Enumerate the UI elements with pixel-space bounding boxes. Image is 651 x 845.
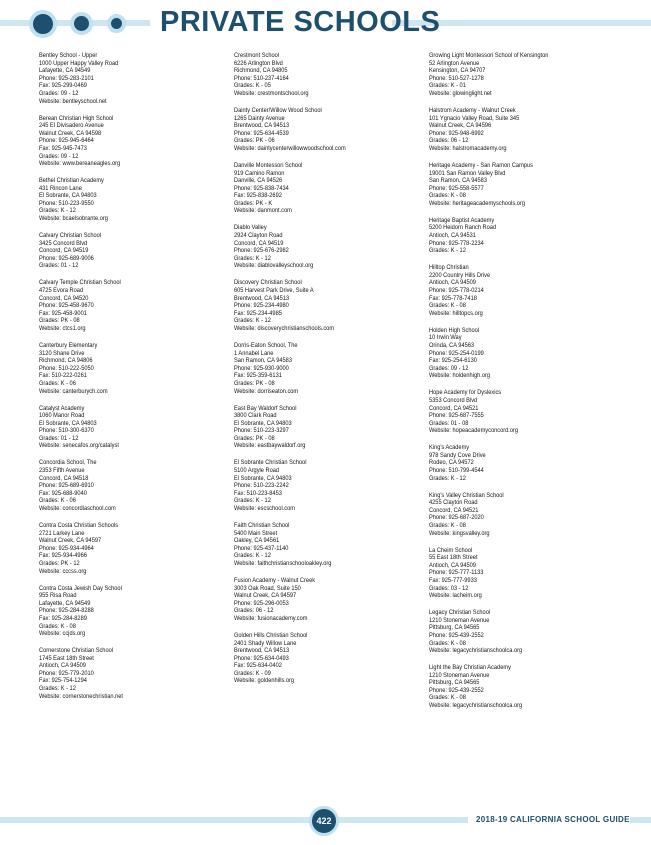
school-detail: Grades: 09 - 12	[429, 364, 469, 372]
school-detail: Website: bcaelsobrante.org	[39, 215, 108, 223]
school-detail: Grades: K - 12	[234, 317, 271, 325]
school-detail: Grades: K - 12	[234, 497, 271, 505]
school-detail: Grades: 01 - 08	[429, 419, 469, 427]
school-detail: Grades: K - 12	[234, 552, 271, 560]
school-detail: 2401 Shady Willow Lane	[234, 639, 297, 647]
school-detail: 3425 Concord Blvd	[39, 239, 88, 247]
school-detail: Phone: 925-439-2552	[429, 686, 484, 694]
school-detail: Phone: 925-458-9670	[39, 302, 94, 310]
school-name: Halstrom Academy - Walnut Creek	[429, 106, 516, 114]
school-detail: Website: dorriseaton.com	[234, 387, 299, 395]
school-detail: 1265 Dainty Avenue	[234, 114, 285, 122]
school-name: Holden High School	[429, 326, 480, 334]
school-detail: Antioch, CA 94509	[429, 279, 476, 287]
school-detail: Phone: 925-634-0493	[234, 654, 289, 662]
school-name: Growing Light Montessori School of Kensington	[429, 52, 549, 59]
school-entry	[39, 647, 239, 700]
school-detail: Phone: 510-799-4544	[429, 467, 484, 475]
school-detail: 919 Camino Ramon	[234, 169, 285, 177]
school-detail: 955 Risa Road	[39, 592, 77, 600]
school-detail: 4725 Evora Road	[39, 287, 84, 294]
school-detail: Website: fusionacademy.com	[234, 614, 308, 622]
school-detail: Grades: K - 08	[429, 694, 466, 702]
school-detail: Website: senecafos.org/catalyst	[39, 442, 119, 450]
school-detail: Fax: 925-458-9001	[39, 309, 87, 317]
school-name: Heritage Baptist Academy	[429, 216, 495, 224]
school-detail: Fax: 925-284-8289	[39, 614, 87, 622]
school-detail: 1000 Upper Happy Valley Road	[39, 59, 119, 67]
school-name: Cornerstone Christian School	[39, 647, 114, 655]
school-detail: Website: concordiaschool.com	[39, 505, 116, 513]
school-entry	[429, 217, 629, 255]
school-detail: Website: www.bereaneagles.org	[39, 160, 121, 168]
school-detail: Website: ccjds.org	[39, 630, 86, 638]
school-detail: 2924 Clayton Road	[234, 232, 283, 240]
school-detail: El Sobrante, CA 94803	[39, 192, 97, 200]
school-detail: Danville, CA 94526	[234, 177, 283, 185]
school-detail: Phone: 510-222-5050	[39, 364, 94, 372]
guide-title: 2018-19 CALIFORNIA SCHOOL GUIDE	[476, 815, 630, 824]
school-detail: Grades: PK - 06	[234, 137, 275, 145]
school-detail: San Ramon, CA 94583	[429, 177, 487, 185]
school-detail: Rodeo, CA 94572	[429, 459, 474, 467]
school-detail: Fax: 925-359-6131	[234, 372, 282, 380]
school-name: King's Valley Christian School	[429, 491, 504, 499]
school-detail: Phone: 925-676-2982	[234, 247, 289, 255]
school-detail: Brentwood, CA 94513	[234, 647, 290, 655]
school-detail: Concord, CA 94518	[39, 474, 89, 482]
school-detail: Concord, CA 94521	[429, 506, 479, 514]
school-name: Contra Costa Christian Schools	[39, 522, 119, 529]
school-detail: Grades: K - 05	[234, 82, 271, 90]
school-detail: Walnut Creek, CA 94598	[39, 129, 102, 137]
school-detail: Phone: 925-284-8288	[39, 607, 94, 615]
school-detail: Phone: 925-945-6464	[39, 137, 94, 145]
footer-rule-end	[630, 817, 651, 823]
school-detail: Pittsburg, CA 94565	[429, 679, 480, 687]
school-entry	[39, 585, 239, 638]
school-entry	[234, 224, 434, 270]
school-detail: Phone: 925-777-1133	[429, 569, 484, 577]
school-name: Discovery Christian School	[234, 279, 302, 287]
school-name: Calvary Temple Christian School	[39, 279, 121, 287]
school-detail: Website: diablovalleyschool.org	[234, 262, 314, 270]
school-detail: Phone: 925-778-2234	[429, 239, 484, 247]
school-detail: Website: cccss.org	[39, 567, 87, 575]
school-detail: Grades: PK - K	[234, 199, 273, 207]
school-name: Concordia School, The	[39, 459, 97, 467]
school-detail: Grades: K - 12	[39, 685, 76, 693]
school-detail: 1 Annabel Lane	[234, 349, 274, 357]
school-name: Fusion Academy - Walnut Creek	[234, 576, 316, 584]
school-detail: Brentwood, CA 94513	[234, 294, 290, 302]
school-detail: 1745 East 18th Street	[39, 654, 94, 662]
school-detail: Concord, CA 94520	[39, 294, 89, 302]
school-detail: Grades: 01 - 12	[39, 262, 79, 270]
school-detail: Phone: 925-838-7434	[234, 184, 289, 192]
school-detail: 245 El Divisadero Avenue	[39, 122, 104, 130]
school-detail: Website: danmont.com	[234, 207, 292, 215]
school-detail: Grades: K - 12	[429, 247, 466, 255]
school-detail: Phone: 925-254-0199	[429, 349, 484, 357]
school-detail: Orinda, CA 94563	[429, 341, 475, 349]
school-detail: 3120 Shane Drive	[39, 349, 85, 357]
school-detail: Phone: 510-300-6370	[39, 427, 94, 435]
school-name: King's Academy	[429, 444, 470, 452]
school-detail: Grades: 06 - 12	[234, 607, 274, 615]
school-name: Hope Academy for Dyslexics	[429, 389, 502, 397]
school-detail: Website: hilltopcs.org	[429, 309, 483, 317]
school-detail: Fax: 925-778-7418	[429, 294, 477, 302]
school-detail: Grades: K - 12	[429, 474, 466, 482]
school-detail: Grades: PK - 12	[39, 559, 80, 567]
school-detail: Phone: 925-234-4980	[234, 302, 289, 310]
school-entry	[39, 52, 239, 105]
school-entry	[39, 279, 239, 332]
school-detail: Phone: 925-948-6992	[429, 129, 484, 137]
school-entry	[234, 522, 434, 568]
school-detail: Phone: 510-527-1278	[429, 74, 484, 82]
school-detail: Phone: 925-689-6910	[39, 482, 94, 490]
school-entry	[234, 52, 434, 98]
school-name: La Cheim School	[429, 546, 473, 554]
school-detail: Website: faithchristianschooloakley.org	[234, 559, 332, 567]
school-detail: 3003 Oak Road, Suite 150	[234, 584, 301, 592]
school-detail: Antioch, CA 94531	[429, 232, 476, 240]
school-name: Golden Hills Christian School	[234, 631, 308, 639]
school-detail: Website: legacychristianschoolca.org	[429, 702, 523, 710]
school-detail: Phone: 925-934-4964	[39, 544, 94, 552]
school-detail: Phone: 925-558-5577	[429, 184, 484, 192]
school-detail: 5100 Argyle Road	[234, 467, 280, 475]
school-detail: 55 East 18th Street	[429, 554, 478, 562]
page-number: 422	[309, 806, 339, 836]
school-detail: 5353 Concord Blvd	[429, 396, 478, 404]
school-name: Calvary Christian School	[39, 232, 102, 240]
school-detail: Fax: 925-754-1294	[39, 677, 87, 685]
school-entry	[39, 459, 239, 512]
school-name: Dainty Center/Willow Wood School	[234, 106, 322, 114]
school-entry	[39, 177, 239, 223]
school-detail: Grades: 01 - 12	[39, 434, 79, 442]
school-entry	[429, 609, 629, 655]
school-entry	[39, 522, 239, 575]
school-detail: Phone: 925-283-2101	[39, 74, 94, 82]
school-detail: 2721 Larkey Lane	[39, 529, 85, 537]
school-detail: Grades: K - 01	[429, 82, 466, 90]
school-detail: Fax: 510-222-0261	[39, 372, 87, 380]
header-rule-left	[0, 20, 30, 26]
school-name: Canterbury Elementary	[39, 341, 98, 349]
school-detail: Fax: 925-777-9933	[429, 576, 477, 584]
school-detail: Oakley, CA 94561	[234, 537, 280, 545]
school-detail: 4255 Clayton Road	[429, 499, 478, 507]
school-entry	[429, 547, 629, 600]
school-detail: Website: discoverychristianschools.com	[234, 324, 335, 332]
school-detail: Website: goldenhills.org	[234, 677, 295, 685]
school-detail: San Ramon, CA 94583	[234, 357, 292, 365]
school-detail: 5400 Main Street	[234, 529, 278, 537]
school-entry	[234, 405, 434, 451]
school-detail: Phone: 925-296-0053	[234, 599, 289, 607]
school-detail: Website: glowinglight.net	[429, 89, 492, 97]
school-name: Bethel Christian Academy	[39, 177, 104, 185]
school-detail: Fax: 925-688-9040	[39, 489, 87, 497]
school-entry	[429, 162, 629, 208]
school-entry	[429, 389, 629, 435]
school-detail: Fax: 925-838-2692	[234, 192, 282, 200]
school-detail: Phone: 925-778-0214	[429, 287, 484, 294]
school-detail: Grades: K - 09	[234, 669, 271, 677]
school-detail: 978 Sandy Cove Drive	[429, 451, 486, 459]
school-name: Hilltop Christian	[429, 264, 469, 272]
school-detail: Fax: 925-934-4966	[39, 552, 87, 560]
school-detail: 1060 Manor Road	[39, 412, 85, 420]
school-detail: Grades: PK - 08	[39, 317, 80, 325]
school-detail: Grades: 03 - 12	[429, 584, 469, 592]
school-name: Catalyst Academy	[39, 404, 85, 412]
school-name: East Bay Waldorf School	[234, 404, 297, 412]
directory-column-3	[429, 52, 629, 719]
school-detail: 2200 Country Hills Drive	[429, 271, 491, 279]
school-detail: 1210 Stoneman Avenue	[429, 616, 490, 624]
school-detail: Grades: PK - 08	[234, 379, 275, 387]
school-name: Berean Christian High School	[39, 114, 114, 122]
school-entry	[429, 492, 629, 538]
school-detail: Website: bentleyschool.net	[39, 97, 107, 105]
school-detail: Website: halstromacademy.org	[429, 144, 507, 152]
school-detail: Grades: K - 06	[39, 497, 76, 505]
school-detail: Website: cornerstonechristian.net	[39, 692, 124, 700]
header-dot-large	[29, 10, 57, 38]
school-detail: 1210 Stoneman Avenue	[429, 671, 490, 679]
school-name: Crestmont School	[234, 52, 280, 59]
school-entry	[234, 162, 434, 215]
school-entry	[234, 577, 434, 623]
school-detail: Fax: 925-234-4985	[234, 309, 282, 317]
school-detail: Grades: K - 08	[429, 192, 466, 200]
school-detail: Website: hopeacademyconcord.org	[429, 427, 519, 435]
school-detail: 2353 Fifth Avenue	[39, 467, 85, 475]
header-dot-medium	[70, 12, 93, 35]
school-detail: Lafayette, CA 94549	[39, 67, 91, 75]
school-detail: 605 Harvest Park Drive, Suite A	[234, 287, 314, 294]
school-detail: Grades: K - 12	[234, 254, 271, 262]
school-detail: Fax: 510-223-8453	[234, 489, 282, 497]
footer-rule-right	[338, 817, 468, 823]
school-detail: 52 Arlington Avenue	[429, 59, 480, 67]
school-detail: 431 Rincon Lane	[39, 184, 82, 192]
school-detail: Grades: K - 08	[429, 302, 466, 310]
school-detail: 3800 Clark Road	[234, 412, 277, 420]
school-entry	[39, 115, 239, 168]
school-detail: El Sobrante, CA 94803	[234, 474, 292, 482]
school-detail: Grades: 09 - 12	[39, 89, 79, 97]
school-detail: Phone: 925-687-2020	[429, 514, 484, 522]
school-name: Bentley School - Upper	[39, 52, 98, 59]
school-entry	[429, 52, 629, 98]
school-entry	[234, 632, 434, 685]
school-detail: Kensington, CA 94707	[429, 67, 486, 75]
school-detail: Lafayette, CA 94549	[39, 599, 91, 607]
school-detail: Website: holdenhigh.org	[429, 372, 491, 380]
school-detail: Website: legacychristianschoolca.org	[429, 647, 523, 655]
school-detail: Fax: 925-634-0402	[234, 662, 282, 670]
school-entry	[39, 405, 239, 451]
school-entry	[429, 444, 629, 482]
school-detail: Website: eastbaywaldorf.org	[234, 442, 306, 450]
school-detail: Phone: 510-223-3297	[234, 427, 289, 435]
school-detail: Concord, CA 94519	[39, 247, 89, 255]
school-detail: Richmond, CA 94806	[39, 357, 93, 365]
school-detail: Pittsburg, CA 94565	[429, 624, 480, 632]
school-entry	[429, 327, 629, 380]
school-detail: Grades: K - 08	[429, 522, 466, 529]
school-detail: Phone: 925-687-7555	[429, 412, 484, 420]
directory-column-2	[234, 52, 434, 694]
footer-rule-left	[0, 817, 310, 823]
school-detail: Concord, CA 94521	[429, 404, 479, 412]
school-name: Danville Montessori School	[234, 161, 303, 169]
school-detail: Phone: 510-223-9550	[39, 199, 94, 207]
school-entry	[234, 107, 434, 153]
school-entry	[429, 664, 629, 710]
school-detail: 101 Ygnacio Valley Road, Suite 345	[429, 114, 520, 122]
directory-column-1	[39, 52, 239, 710]
school-detail: Fax: 925-945-7473	[39, 144, 87, 152]
school-detail: Concord, CA 94519	[234, 239, 284, 247]
school-detail: Walnut Creek, CA 94596	[429, 122, 492, 130]
school-entry	[39, 342, 239, 395]
school-entry	[234, 279, 434, 332]
school-name: Dorris-Eaton School, The	[234, 341, 298, 349]
school-detail: Website: kingsvalley.org	[429, 529, 490, 537]
school-detail: 19001 San Ramon Valley Blvd	[429, 169, 506, 177]
school-name: Heritage Academy - San Ramon Campus	[429, 161, 533, 169]
school-detail: Antioch, CA 94509	[39, 662, 86, 670]
school-detail: 10 Irwin Way	[429, 334, 462, 342]
school-entry	[429, 264, 629, 317]
school-detail: Phone: 925-634-4539	[234, 129, 289, 137]
school-name: Light the Bay Christian Academy	[429, 664, 511, 672]
school-detail: Phone: 925-689-9006	[39, 254, 94, 262]
school-detail: Fax: 925-254-6130	[429, 357, 477, 365]
school-detail: Phone: 510-237-4164	[234, 74, 289, 82]
school-detail: Richmond, CA 94805	[234, 67, 288, 75]
school-detail: El Sobrante, CA 94803	[234, 419, 292, 427]
school-detail: Website: ctcs1.org	[39, 324, 86, 332]
school-detail: Grades: K - 08	[429, 639, 466, 647]
school-name: El Sobrante Christian School	[234, 459, 307, 467]
school-detail: Website: heritageacademyschools.org	[429, 199, 525, 207]
school-entry	[234, 342, 434, 395]
school-detail: Phone: 925-779-2010	[39, 669, 94, 677]
school-detail: Website: lacheim.org	[429, 592, 482, 600]
page-title: PRIVATE SCHOOLS	[160, 6, 441, 38]
school-detail: Website: crestmontschool.org	[234, 89, 309, 97]
school-detail: Brentwood, CA 94513	[234, 122, 290, 130]
school-detail: Grades: PK - 08	[234, 434, 275, 442]
school-detail: Walnut Creek, CA 94597	[39, 537, 102, 545]
school-detail: Grades: K - 06	[39, 379, 76, 387]
school-detail: 6226 Arlington Blvd	[234, 59, 283, 67]
school-detail: Grades: 06 - 12	[429, 137, 469, 145]
school-detail: Website: escschool.com	[234, 505, 296, 513]
school-detail: 5200 Heidorn Ranch Road	[429, 224, 497, 232]
school-detail: Grades: 09 - 12	[39, 152, 79, 160]
school-entry	[429, 107, 629, 153]
header-dot-small	[107, 14, 126, 33]
school-detail: Website: canterburych.com	[39, 387, 108, 395]
school-name: Diablo Valley	[234, 224, 267, 232]
school-detail: Phone: 925-439-2552	[429, 631, 484, 639]
school-detail: El Sobrante, CA 94803	[39, 419, 97, 427]
school-detail: Grades: K - 08	[39, 622, 76, 630]
school-detail: Grades: K - 12	[39, 207, 76, 215]
school-name: Legacy Christian School	[429, 609, 491, 617]
school-name: Faith Christian School	[234, 522, 290, 529]
school-detail: Phone: 925-930-9000	[234, 364, 289, 372]
school-entry	[39, 232, 239, 270]
school-detail: Phone: 925-437-1140	[234, 544, 289, 552]
school-entry	[234, 459, 434, 512]
school-detail: Website: daintycenterwillowwoodschool.com	[234, 144, 346, 152]
school-detail: Antioch, CA 94509	[429, 561, 476, 569]
school-detail: Fax: 925-299-0469	[39, 82, 87, 90]
school-name: Contra Costa Jewish Day School	[39, 584, 122, 592]
school-detail: Walnut Creek, CA 94597	[234, 592, 297, 600]
school-detail: Phone: 510-223-2242	[234, 482, 289, 490]
